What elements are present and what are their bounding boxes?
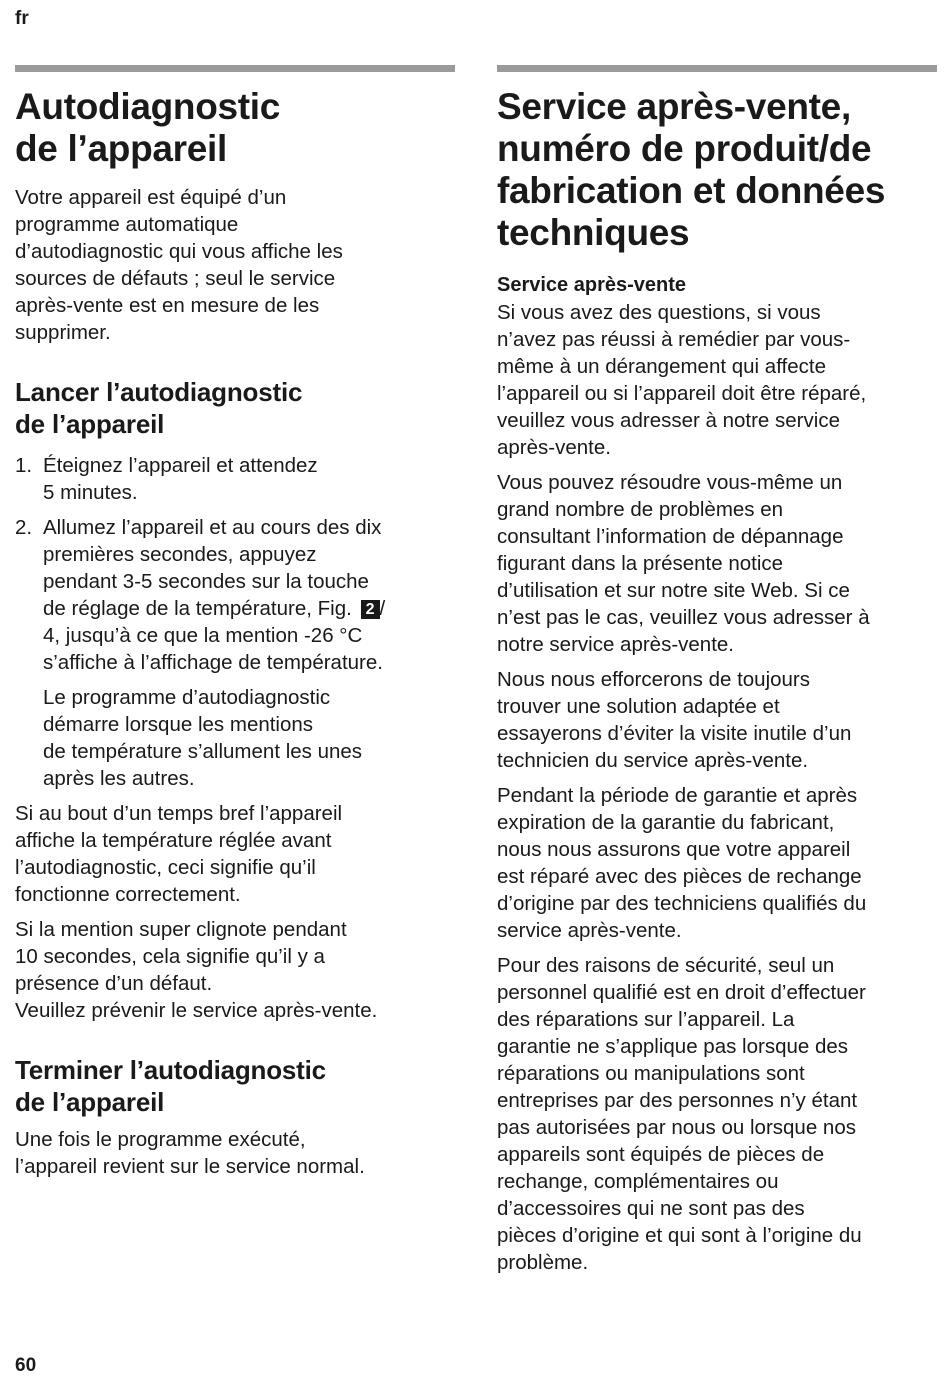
paragraph-normal-operation: Si au bout d’un temps bref l’appareil affiche la température réglée avant l’autodiagnostic, ceci signifie qu’il fonctionne correctement. (15, 802, 343, 906)
list-item (15, 514, 455, 792)
right-column (497, 65, 937, 1284)
service-paragraph: Si vous avez des questions, si vous n’avez pas réussi à remédier par vous- même à un dérangement qui affecte l’appareil ou si l’appareil doit être réparé, veuillez vous adresser à notre service après-vente. (497, 301, 867, 459)
section-rule (15, 65, 455, 72)
left-column (15, 65, 455, 1188)
section-rule (497, 65, 937, 72)
steps-list (15, 452, 455, 792)
service-paragraph: Vous pouvez résoudre vous-même un grand nombre de problèmes en consultant l’information de dépannage figurant dans la présente notice d’utilisation et sur notre site Web. Si ce n’est pas le cas, veuillez vous adresser à notre service après-vente. (497, 471, 870, 656)
section-title-service: Service après-vente, numéro de produit/de fabrication et données techniques (497, 86, 886, 253)
end-paragraph: Une fois le programme exécuté, l’appareil revient sur le service normal. (15, 1128, 365, 1178)
service-paragraph: Nous nous efforcerons de toujours trouver une solution adaptée et essayerons d’éviter la visite inutile d’un technicien du service après-vente. (497, 668, 852, 772)
heading-start-autodiagnostic: Lancer l’autodiagnostic de l’appareil (15, 377, 303, 439)
step-note: Le programme d’autodiagnostic démarre lorsque les mentions de température s’allument les unes après les autres. (43, 686, 363, 790)
page-number: 60 (15, 1355, 37, 1376)
list-item (15, 452, 455, 506)
paragraph-fault: Si la mention super clignote pendant 10 secondes, cela signifie qu’il y a présence d’un défaut. Veuillez prévenir le service après-vente. (15, 918, 378, 1022)
subheading-service: Service après-vente (497, 274, 687, 296)
step-number: 1. (15, 454, 33, 477)
step-text-part-b: / 4, jusqu’à ce que la mention -26 °C s’affiche à l’affichage de température. (43, 597, 386, 674)
step-text-part-a: Allumez l’appareil et au cours des dix premières secondes, appuyez pendant 3-5 secondes sur la touche de réglage de la température, Fig. (43, 516, 382, 620)
heading-end-autodiagnostic: Terminer l’autodiagnostic de l’appareil (15, 1055, 326, 1117)
section-title-autodiagnostic: Autodiagnostic de l’appareil (15, 86, 281, 169)
service-paragraph: Pour des raisons de sécurité, seul un personnel qualifié est en droit d’effectuer des réparations sur l’appareil. La garantie ne s’applique pas lorsque des réparations ou manipulations sont entreprises par des personnes n’y étant pas autorisées par nous ou lorsque nos appareils sont équipés de pièces de rechange, complémentaires ou d’accessoires qui ne sont pas des pièces d’origine et qui sont à l’origine du problème. (497, 954, 866, 1274)
step-text: Éteignez l’appareil et attendez 5 minutes. (43, 454, 318, 504)
step-number: 2. (15, 516, 33, 539)
service-paragraph: Pendant la période de garantie et après expiration de la garantie du fabricant, nous nous assurons que votre appareil est réparé avec des pièces de rechange d’origine par des techniciens qualifiés du service après-vente. (497, 784, 867, 942)
figure-reference-badge: 2 (361, 600, 380, 619)
language-code: fr (15, 8, 29, 29)
intro-paragraph: Votre appareil est équipé d’un programme automatique d’autodiagnostic qui vous affiche les sources de défauts ; seul le service après-vente est en mesure de les supprimer. (15, 186, 343, 344)
step-text (43, 514, 455, 676)
